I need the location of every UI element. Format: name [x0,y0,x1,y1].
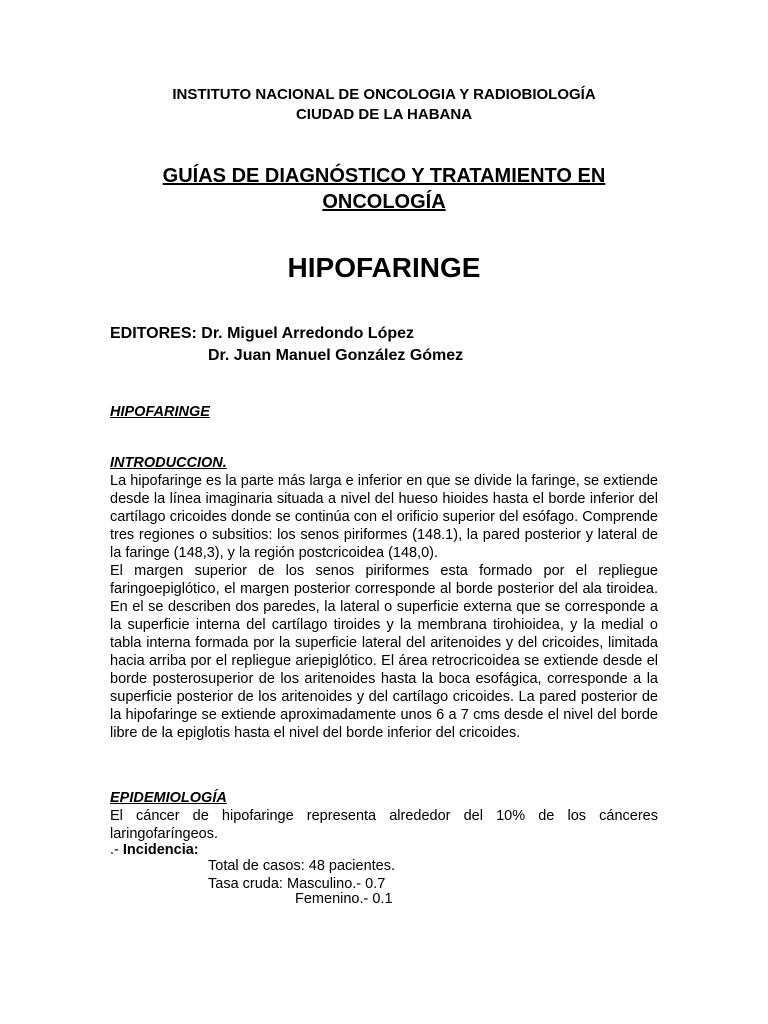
section-heading-hipofaringe: HIPOFARINGE [110,404,210,420]
incidencia-label-text: Incidencia: [122,842,199,858]
incidencia-tasa-masculino: Tasa cruda: Masculino.- 0.7 [208,876,386,892]
introduccion-heading-text: INTRODUCCION. [110,455,227,471]
guide-title-line1: GUÍAS DE DIAGNÓSTICO Y TRATAMIENTO EN [162,165,606,187]
editors-line1: EDITORES: Dr. Miguel Arredondo López [110,325,415,342]
incidencia-tasa-femenino: Femenino.- 0.1 [295,891,393,907]
page-title: HIPOFARINGE [287,252,481,283]
section-heading-introduccion [110,454,227,472]
editors-line2: Dr. Juan Manuel González Gómez [208,347,464,364]
section-heading-epidemiologia: EPIDEMIOLOGÍA [110,790,227,806]
institute-name: INSTITUTO NACIONAL DE ONCOLOGIA Y RADIOBIOLOGÍA [172,86,596,103]
introduccion-paragraph-2: El margen superior de los senos piriformes esta formado por el repliegue faringoepiglótico, el margen posterior corresponde al borde posterior del ala tiroidea. En el se describen dos paredes, la lateral o superficie externa que se corresponde a la superficie interna del cartílago tiroides y la membrana tirohioidea, y la medial o tabla interna formada por la superficie lateral del aritenoides y del cricoides, limitada hacia arriba por el repliegue ariepiglótico. El área retrocricoidea se extiende desde el borde posterosuperior de los aritenoides hasta la boca esofágica, corresponde a la superficie posterior de los aritenoides y del cartílago cricoides. La pared posterior de la hipofaringe se extiende aproximadamente unos 6 a 7 cms desde el nivel del borde libre de la epiglotis hasta el nivel del borde inferior del cricoides. [110,563,658,741]
incidencia-total: Total de casos: 48 pacientes. [208,858,396,874]
institute-city: CIUDAD DE LA HABANA [295,106,473,123]
incidencia-prefix: .- [110,842,123,858]
epidemiologia-paragraph: El cáncer de hipofaringe representa alrededor del 10% de los cánceres laringofaríngeos. [110,808,658,842]
introduccion-body [110,472,658,742]
introduccion-paragraph-1: La hipofaringe es la parte más larga e inferior en que se divide la faringe, se extiende desde la línea imaginaria situada a nivel del hueso hioides hasta el borde inferior del cartílago cricoides donde se continúa con el orificio superior del esófago. Comprende tres regiones o subsitios: los senos piriformes (148.1), la pared posterior y lateral de la faringe (148,3), y la región postcricoidea (148,0). [110,473,658,561]
guide-title-line2: ONCOLOGÍA [322,191,446,213]
incidencia-label [110,841,199,859]
epidemiologia-body [110,807,658,843]
